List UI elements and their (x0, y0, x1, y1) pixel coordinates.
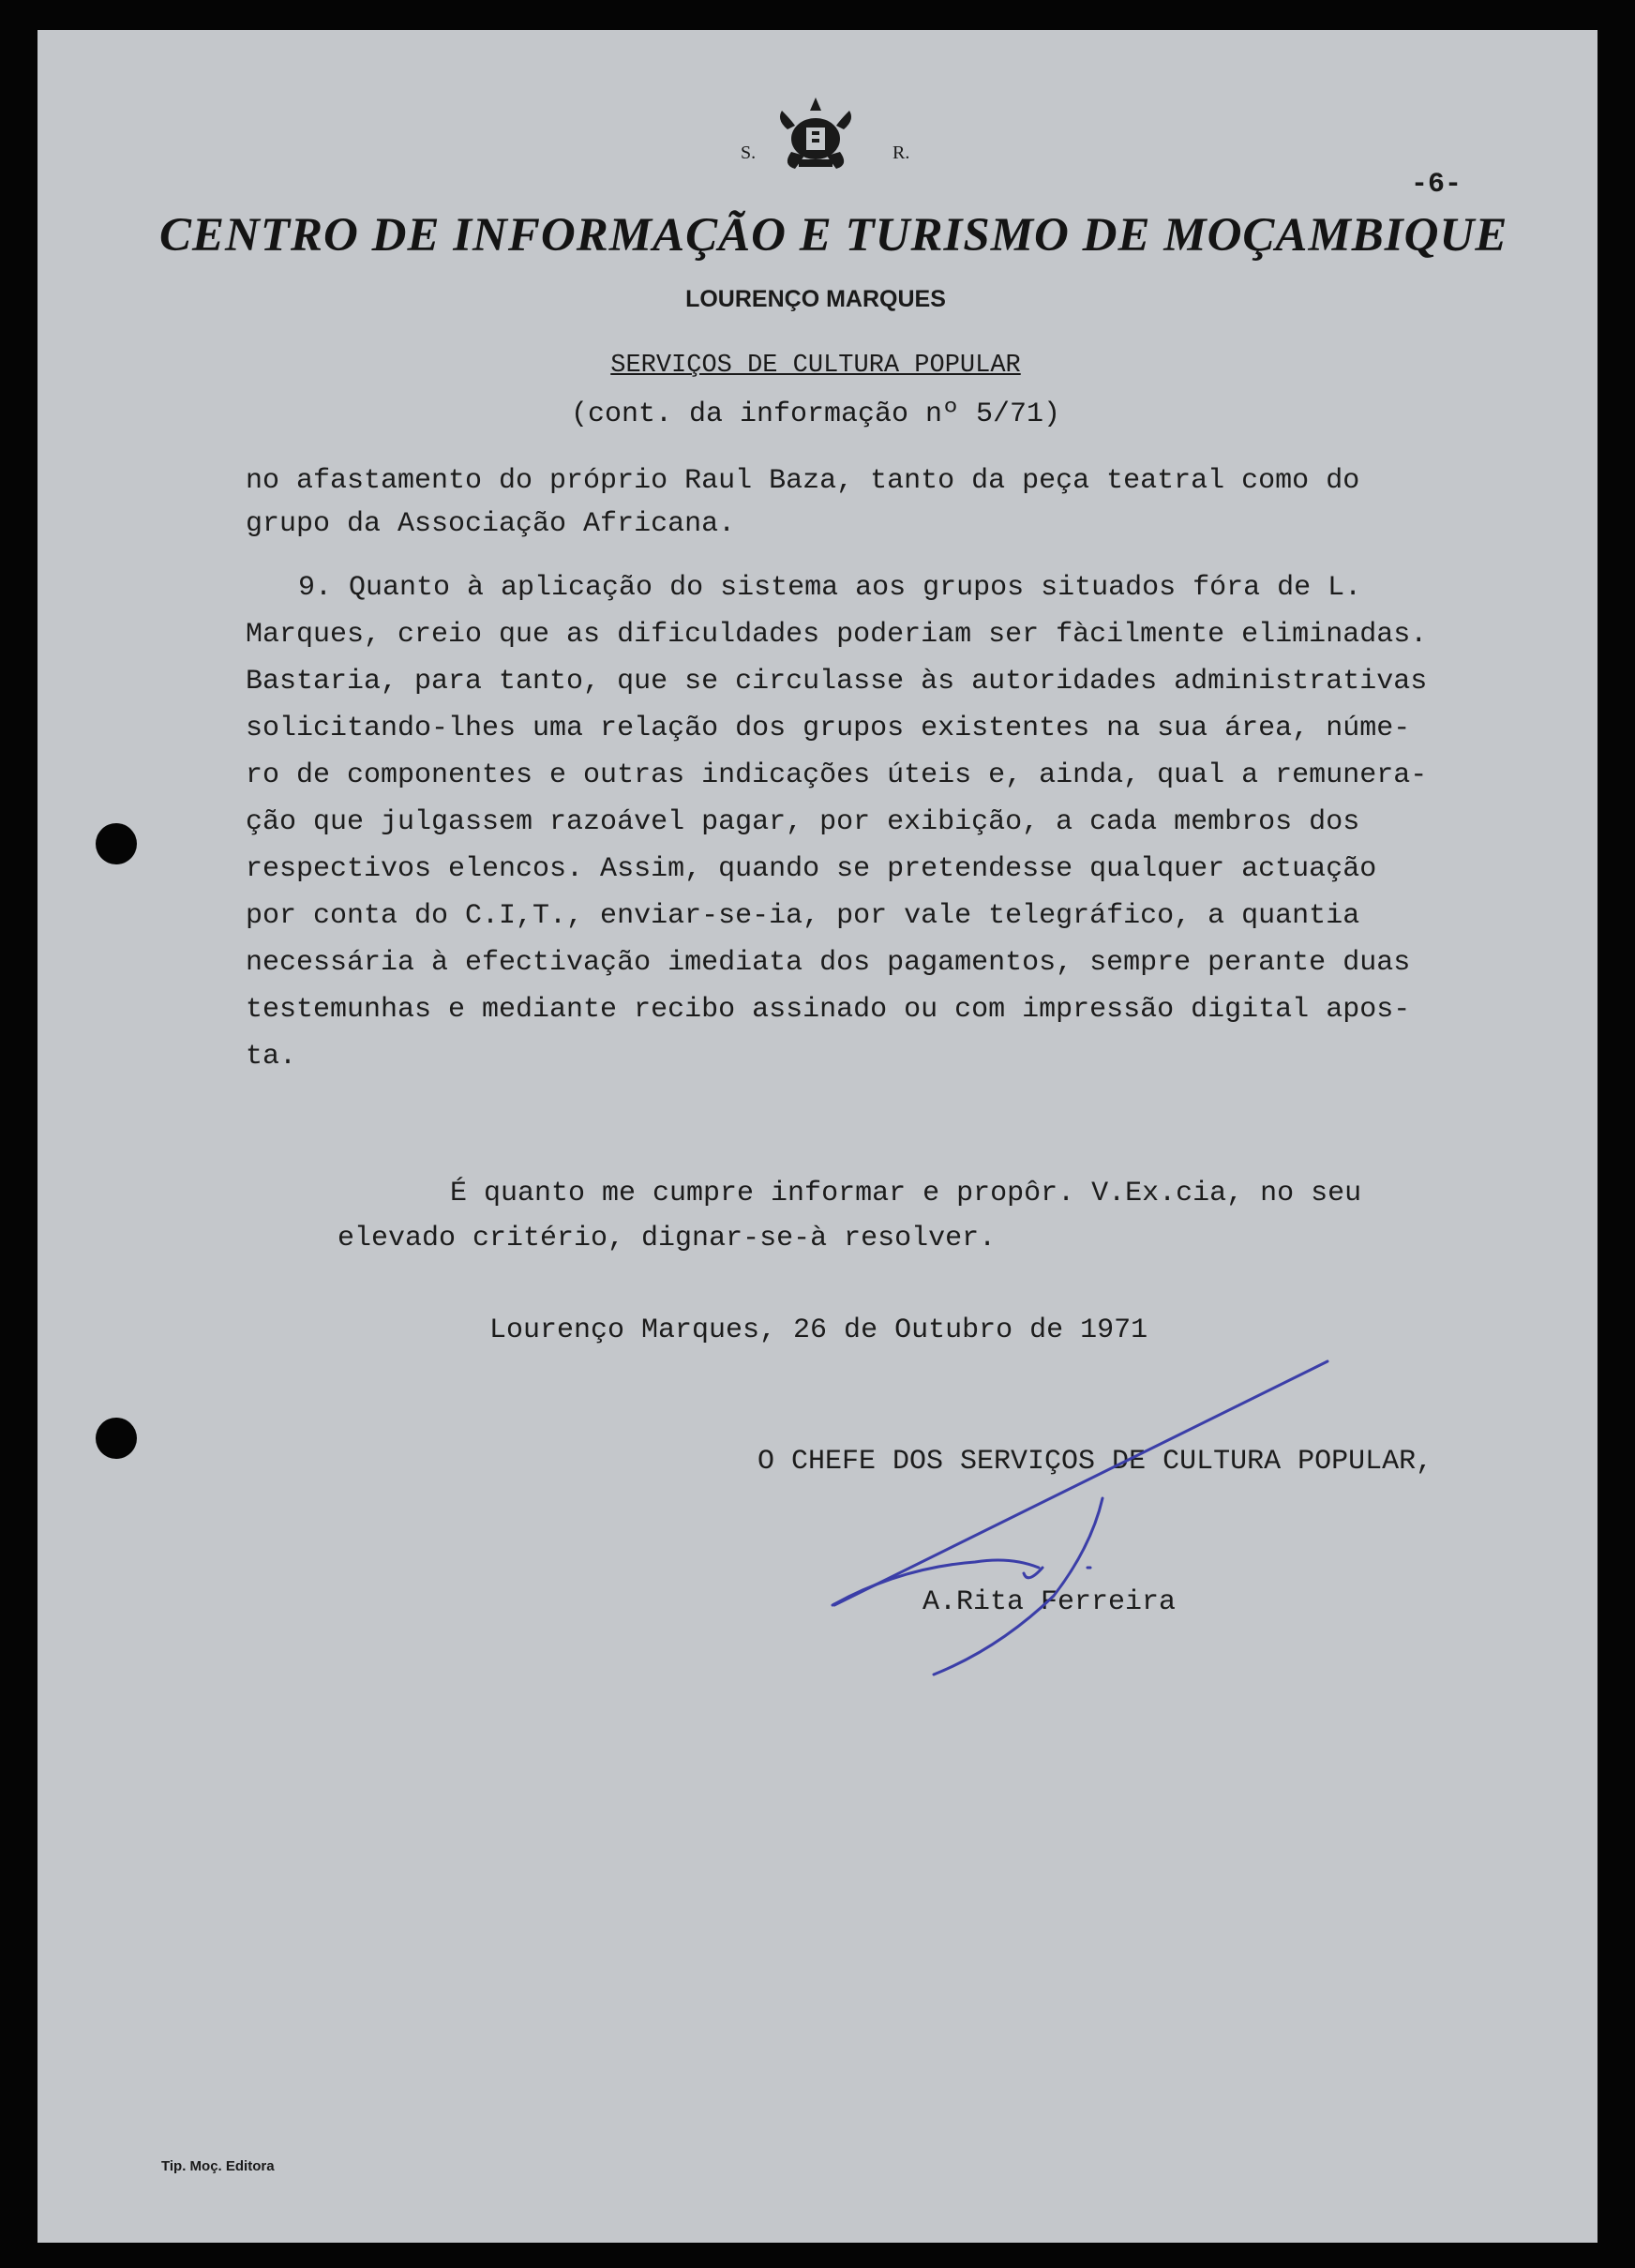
body-line: solicitando-lhes uma relação dos grupos existentes na sua área, núme- (246, 713, 1411, 744)
continuation-note: (cont. da informação nº 5/71) (570, 398, 1061, 430)
body-line: ção que julgassem razoável pagar, por exibição, a cada membros dos (246, 806, 1360, 838)
punch-hole (96, 823, 137, 864)
page-number: -6- (1411, 169, 1462, 201)
header-letter-s: S. (741, 143, 757, 163)
signatory-title: O CHEFE DOS SERVIÇOS DE CULTURA POPULAR, (758, 1446, 1433, 1478)
body-line: testemunhas e mediante recibo assinado ou com impressão digital apos- (246, 994, 1411, 1026)
body-line: Bastaria, para tanto, que se circulasse às autoridades administrativas (246, 666, 1428, 698)
body-line: 9. Quanto à aplicação do sistema aos grupos situados fóra de L. (298, 572, 1362, 604)
handwritten-signature (816, 1350, 1341, 1688)
body-line: no afastamento do próprio Raul Baza, tanto da peça teatral como do (246, 465, 1360, 497)
coat-of-arms-icon (750, 92, 881, 182)
date-line: Lourenço Marques, 26 de Outubro de 1971 (489, 1314, 1148, 1346)
body-line: necessária à efectivação imediata dos pagamentos, sempre perante duas (246, 947, 1411, 979)
body-line: por conta do C.I,T., enviar-se-ia, por vale telegráfico, a quantia (246, 900, 1360, 932)
header-letter-r: R. (892, 143, 910, 163)
organization-city: LOURENÇO MARQUES (685, 286, 946, 312)
closing-line: É quanto me cumpre informar e propôr. V.Ex.cia, no seu (450, 1178, 1362, 1209)
organization-name: CENTRO DE INFORMAÇÃO E TURISMO DE MOÇAMBIQUE (159, 209, 1508, 262)
body-line: respectivos elencos. Assim, quando se pretendesse qualquer actuação (246, 853, 1377, 885)
punch-hole (96, 1418, 137, 1459)
section-title: SERVIÇOS DE CULTURA POPULAR (610, 352, 1021, 380)
body-line: Marques, creio que as dificuldades poderiam ser fàcilmente eliminadas. (246, 619, 1428, 651)
body-line: ta. (246, 1041, 297, 1073)
body-line: grupo da Associação Africana. (246, 508, 736, 540)
printer-imprint: Tip. Moç. Editora (161, 2158, 275, 2174)
closing-line: elevado critério, dignar-se-à resolver. (338, 1223, 997, 1254)
signatory-name: A.Rita Ferreira (922, 1586, 1177, 1618)
body-line: ro de componentes e outras indicações úteis e, ainda, qual a remunera- (246, 759, 1428, 791)
